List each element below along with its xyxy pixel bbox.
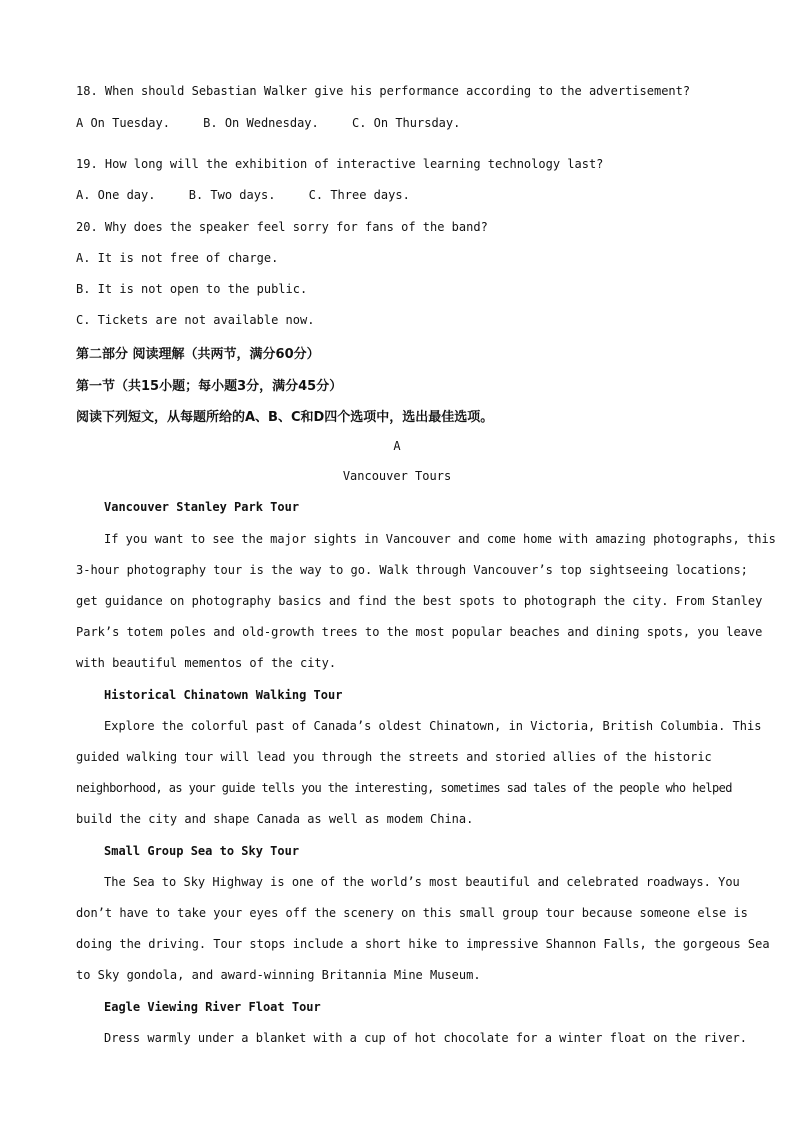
question-19-option-a: A. One day. bbox=[76, 188, 156, 202]
question-19-option-b: B. Two days. bbox=[188, 188, 276, 202]
tour-heading-sea-to-sky: Small Group Sea to Sky Tour bbox=[104, 844, 300, 858]
tour-3-line-4: to Sky gondola, and award-winning Britannia Mine Museum. bbox=[76, 968, 481, 982]
tour-1-line-5: with beautiful mementos of the city. bbox=[76, 656, 337, 670]
question-20-option-b: B. It is not open to the public. bbox=[76, 282, 308, 296]
section-one-heading: 第一节（共15小题；每小题3分，满分45分） bbox=[76, 379, 343, 394]
tour-3-line-2: don’t have to take your eyes off the scenery on this small group tour because someone else is bbox=[76, 906, 748, 920]
question-20-option-a: A. It is not free of charge. bbox=[76, 251, 279, 265]
tour-heading-chinatown: Historical Chinatown Walking Tour bbox=[104, 688, 343, 702]
tour-1-line-1: If you want to see the major sights in Vancouver and come home with amazing photographs, this bbox=[104, 532, 776, 546]
question-20-option-c: C. Tickets are not available now. bbox=[76, 313, 315, 327]
tour-2-line-4: build the city and shape Canada as well as modem China. bbox=[76, 812, 474, 826]
question-18-options bbox=[76, 116, 728, 130]
question-18-option-b: B. On Wednesday. bbox=[203, 116, 319, 130]
tour-heading-stanley-park: Vancouver Stanley Park Tour bbox=[104, 500, 300, 514]
tour-1-line-2: 3-hour photography tour is the way to go. Walk through Vancouver’s top sightseeing locations; bbox=[76, 563, 748, 577]
question-18-option-a: A On Tuesday. bbox=[76, 116, 170, 130]
tour-2-line-2: guided walking tour will lead you through the streets and storied allies of the historic bbox=[76, 750, 712, 764]
tour-2-line-3: neighborhood, as your guide tells you the interesting, sometimes sad tales of the people who helped bbox=[76, 781, 732, 795]
tour-3-line-1: The Sea to Sky Highway is one of the world’s most beautiful and celebrated roadways. You bbox=[104, 875, 740, 889]
tour-heading-eagle-viewing: Eagle Viewing River Float Tour bbox=[104, 1000, 321, 1014]
tour-1-line-3: get guidance on photography basics and find the best spots to photograph the city. From Stanley bbox=[76, 594, 763, 608]
tour-2-line-1: Explore the colorful past of Canada’s oldest Chinatown, in Victoria, British Columbia. This bbox=[104, 719, 762, 733]
part-two-heading: 第二部分 阅读理解（共两节，满分60分） bbox=[76, 347, 320, 362]
tour-1-line-4: Park’s totem poles and old-growth trees to the most popular beaches and dining spots, you leave bbox=[76, 625, 763, 639]
reading-instruction: 阅读下列短文，从每题所给的A、B、C和D四个选项中，选出最佳选项。 bbox=[76, 410, 494, 425]
tour-4-line-1: Dress warmly under a blanket with a cup of hot chocolate for a winter float on the river. bbox=[104, 1031, 747, 1045]
question-20-stem: 20. Why does the speaker feel sorry for fans of the band? bbox=[76, 220, 488, 234]
passage-title: Vancouver Tours bbox=[342, 469, 452, 483]
question-18-stem: 18. When should Sebastian Walker give his performance according to the advertisement? bbox=[76, 84, 691, 98]
passage-letter: A bbox=[393, 439, 401, 453]
question-19-options bbox=[76, 188, 728, 202]
question-18-option-c: C. On Thursday. bbox=[351, 116, 461, 130]
question-19-option-c: C. Three days. bbox=[308, 188, 410, 202]
question-19-stem: 19. How long will the exhibition of interactive learning technology last? bbox=[76, 157, 604, 171]
tour-3-line-3: doing the driving. Tour stops include a short hike to impressive Shannon Falls, the gorgeous Sea bbox=[76, 937, 770, 951]
